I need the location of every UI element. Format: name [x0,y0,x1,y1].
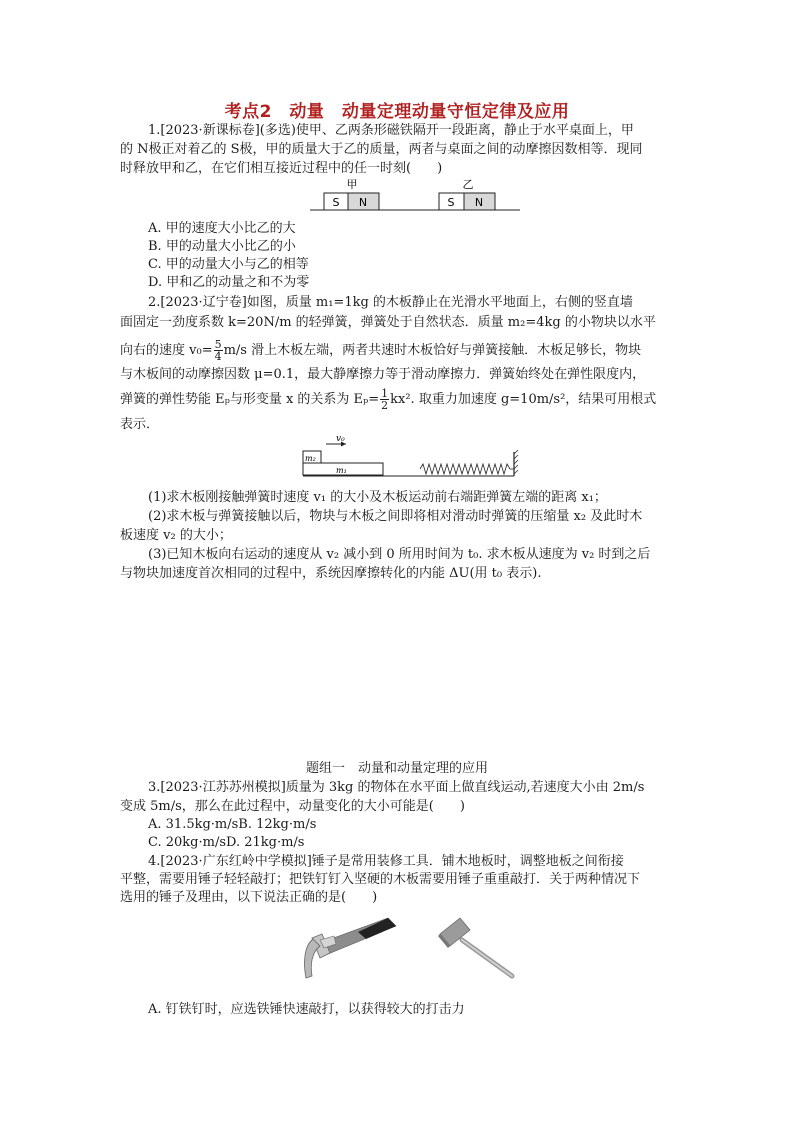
q1-line3: 时释放甲和乙，在它们相互接近过程中的任一时刻( ) [120,161,443,176]
magnet-jia-label: 甲 [346,178,358,191]
q1-line2: 的 N极正对着乙的 S极，甲的质量大于乙的质量，两者与桌面之间的动摩擦因数相等．现同 [120,142,643,157]
q2-sub1: (1)求木板刚接触弹簧时速度 v₁ 的大小及木板运动前右端距弹簧左端的距离 x₁； [148,490,607,505]
q4-option-a: A. 钉铁钉时，应选铁锤快速敲打，以获得较大的打击力 [148,1002,465,1017]
q3-line1: 3.[2023·江苏苏州模拟]质量为 3kg 的物体在水平面上做直线运动,若速度大小由 2m/s [148,780,645,795]
spring [420,464,514,474]
v0-label: v₀ [336,436,345,444]
q2-line2: 面固定一劲度系数 k=20N/m 的轻弹簧，弹簧处于自然状态．质量 m₂=4kg 的小物块以水平 [120,315,656,330]
q3-options-ab: A. 31.5kg·m/sB. 12kg·m/s [148,817,317,832]
q2-sub2a: (2)求木板与弹簧接触以后，物块与木板之间即将相对滑动时弹簧的压缩量 x₂ 及此时木 [148,509,643,524]
q1-option-a: A. 甲的速度大小比乙的大 [148,221,296,236]
q4-line2: 平整，需要用锤子轻轻敲打；把铁钉钉入坚硬的木板需要用锤子重重敲打．关于两种情况下 [120,872,641,887]
q2-sub3a: (3)已知木板向右运动的速度从 v₂ 减小到 0 所用时间为 t₀. 求木板从速度为 v₂ 时到之后 [148,547,651,562]
q2-line1: 2.[2023·辽宁卷]如图，质量 m₁=1kg 的木板静止在光滑水平地面上，右侧的竖直墙 [148,295,633,310]
fraction-5-4: $\frac{5}{4}$ [214,338,222,363]
q1-line1: 1.[2023·新课标卷](多选)使甲、乙两条形磁铁隔开一段距离，静止于水平桌面上，甲 [148,123,634,138]
q1-option-d: D. 甲和乙的动量之和不为零 [148,275,310,290]
svg-text:m₂: m₂ [305,454,316,463]
svg-text:S: S [447,196,455,209]
q2-line6: 表示． [120,417,160,432]
q2-sub3b: 与物块加速度首次相同的过程中，系统因摩擦转化的内能 ΔU(用 t₀ 表示). [120,566,542,581]
board-spring-figure [296,436,522,480]
page-title: 考点2 动量 动量定理动量守恒定律及应用 [224,102,570,122]
q3-options-cd: C. 20kg·m/sD. 21kg·m/s [148,835,305,850]
svg-text:N: N [358,196,368,209]
group-heading: 题组一 动量和动量定理的应用 [305,761,488,776]
q1-option-c: C. 甲的动量大小与乙的相等 [148,257,309,272]
q4-line3: 选用的锤子及理由，以下说法正确的是( ) [120,890,378,905]
q1-option-b: B. 甲的动量大小比乙的小 [148,239,296,254]
q4-line1: 4.[2023·广东红岭中学模拟]锤子是常用装修工具．铺木地板时，调整地板之间衔接 [148,854,624,869]
iron-hammer-image [432,912,520,984]
svg-text:S: S [332,196,340,209]
claw-hammer-image [300,908,416,990]
q3-line2: 变成 5m/s，那么在此过程中，动量变化的大小可能是( ) [120,799,465,814]
svg-text:m₁: m₁ [336,466,347,475]
q2-line3: 向右的速度 v₀= $\frac{5}{4}$ m/s 滑上木板左端，两者共速时木板恰好与弹簧接触．木板足够长，物块 [120,338,642,363]
fraction-1-2: $\frac{1}{2}$ [381,387,389,412]
magnets-figure [310,178,522,214]
magnet-yi-label: 乙 [462,178,474,191]
q2-sub2b: 板速度 v₂ 的大小； [120,528,232,543]
svg-text:N: N [474,196,484,209]
q2-line4: 与木板间的动摩擦因数 μ=0.1，最大静摩擦力等于滑动摩擦力．弹簧始终处在弹性限度内， [120,367,646,382]
q2-line5: 弹簧的弹性势能 Eₚ与形变量 x 的关系为 Eₚ= $\frac{1}{2}$ kx². 取重力加速度 g=10m/s²，结果可用根式 [120,387,657,412]
